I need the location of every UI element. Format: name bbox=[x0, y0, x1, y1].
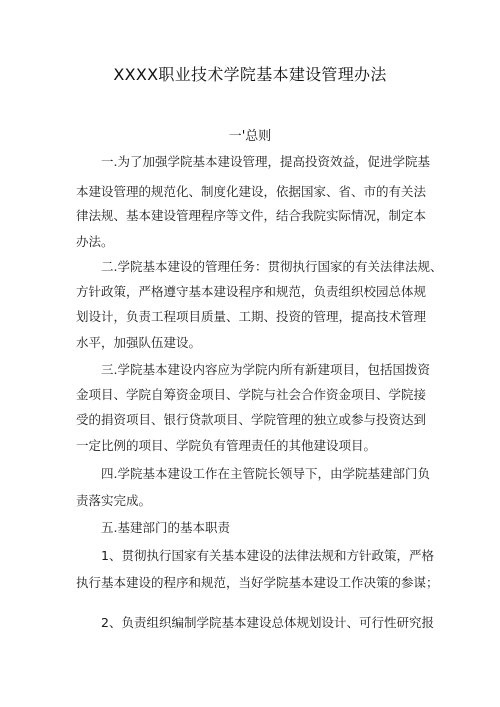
paragraph-line: 责落实完成。 bbox=[76, 493, 152, 508]
section-heading-general: 一'总则 bbox=[228, 129, 272, 144]
paragraph-line: 划设计，负责工程项目质量、工期、投资的管理，提高技术管理 bbox=[76, 309, 427, 324]
paragraph-line: 方针政策，严格遵守基本建设程序和规范，负责组织校园总体规 bbox=[76, 284, 427, 299]
paragraph-line: 四.学院基本建设工作在主管院长领导下，由学院基建部门负 bbox=[101, 466, 430, 481]
paragraph-line: 执行基本建设的程序和规范，当好学院基本建设工作决策的参谋； bbox=[76, 575, 439, 590]
paragraph-line: 律法规、基本建设管理程序等文件，结合我院实际情况，制定本 bbox=[76, 208, 427, 223]
paragraph-line: 五.基建部门的基本职责 bbox=[101, 520, 230, 535]
document-title: XXXX职业技术学院基本建设管理办法 bbox=[113, 65, 387, 84]
paragraph-line: 二.学院基本建设的管理任务：贯彻执行国家的有关法律法规、 bbox=[101, 259, 443, 274]
paragraph-line: 水平，加强队伍建设。 bbox=[76, 335, 202, 350]
paragraph-line: 办法。 bbox=[76, 234, 114, 249]
paragraph-line: 1、贯彻执行国家有关基本建设的法律法规和方针政策，严格 bbox=[101, 548, 434, 563]
paragraph-line: 2、负责组织编制学院基本建设总体规划设计、可行性研究报 bbox=[101, 615, 434, 630]
paragraph-line: 本建设管理的规范化、制度化建设，依据国家、省、市的有关法 bbox=[76, 184, 427, 199]
paragraph-line: 一.为了加强学院基本建设管理，提高投资效益，促进学院基 bbox=[101, 154, 430, 169]
paragraph-line: 三.学院基本建设内容应为学院内所有新建项目，包括国拨资 bbox=[101, 362, 430, 377]
paragraph-line: 一定比例的项目、学院负有管理责任的其他建设项目。 bbox=[76, 438, 377, 453]
paragraph-line: 受的捐资项目、银行贷款项目、学院管理的独立或参与投资达到 bbox=[76, 412, 427, 427]
paragraph-line: 金项目、学院自筹资金项目、学院与社会合作资金项目、学院接 bbox=[76, 387, 427, 402]
